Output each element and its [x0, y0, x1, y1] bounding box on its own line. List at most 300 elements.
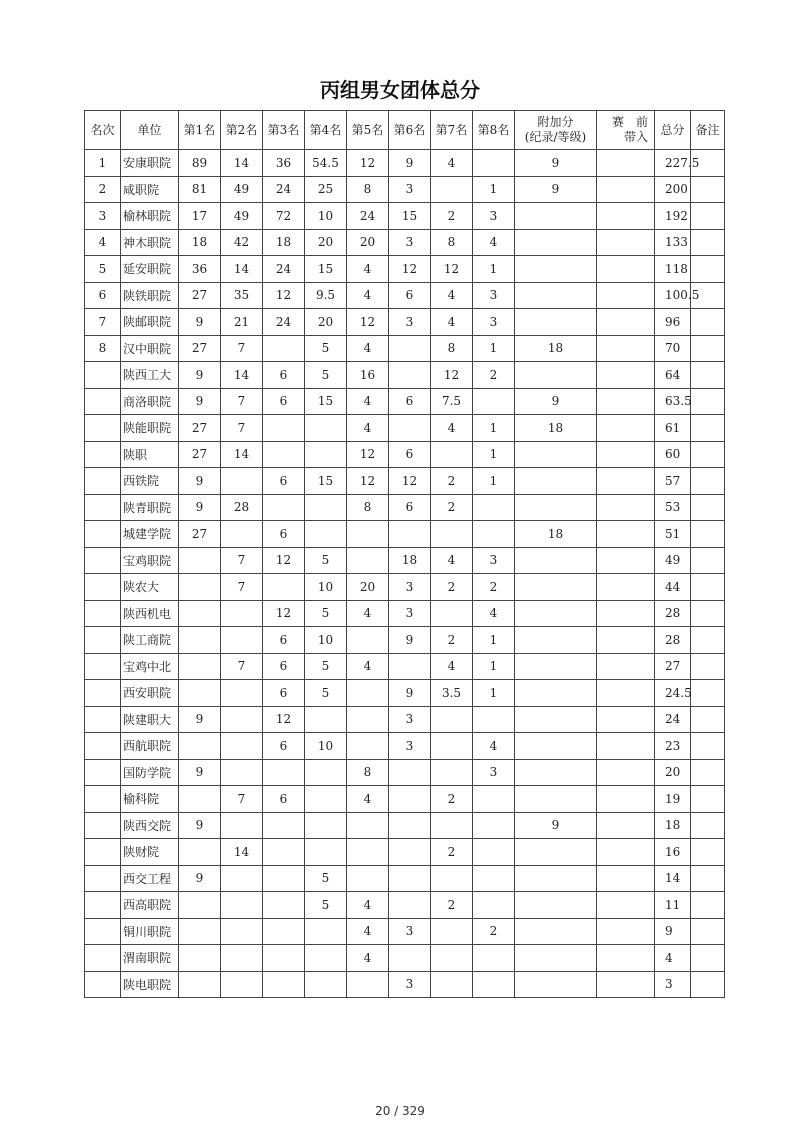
cell-p1: 9	[179, 706, 221, 733]
cell-p5: 20	[347, 574, 389, 601]
cell-pre	[597, 839, 655, 866]
cell-unit: 陕西工大	[121, 362, 179, 389]
cell-p8: 1	[473, 468, 515, 495]
cell-pre	[597, 282, 655, 309]
cell-p4: 15	[305, 256, 347, 283]
cell-p4: 5	[305, 892, 347, 919]
cell-unit: 陕电职院	[121, 971, 179, 998]
cell-total: 133	[655, 229, 691, 256]
cell-p2: 14	[221, 150, 263, 177]
cell-p4	[305, 759, 347, 786]
cell-rank	[85, 786, 121, 813]
table-row	[85, 680, 725, 707]
table-row	[85, 468, 725, 495]
cell-p6: 3	[389, 229, 431, 256]
cell-p8	[473, 945, 515, 972]
cell-p7: 2	[431, 468, 473, 495]
cell-unit: 陕青职院	[121, 494, 179, 521]
cell-bonus: 9	[515, 176, 597, 203]
cell-p4	[305, 812, 347, 839]
cell-p7	[431, 759, 473, 786]
cell-p2	[221, 627, 263, 654]
cell-p6	[389, 362, 431, 389]
table-row	[85, 521, 725, 548]
cell-note	[691, 706, 725, 733]
cell-pre	[597, 706, 655, 733]
table-row	[85, 574, 725, 601]
cell-pre	[597, 786, 655, 813]
cell-note	[691, 494, 725, 521]
cell-p5: 12	[347, 309, 389, 336]
cell-pre	[597, 229, 655, 256]
cell-p6: 12	[389, 256, 431, 283]
cell-total: 9	[655, 918, 691, 945]
cell-p2: 28	[221, 494, 263, 521]
cell-p4	[305, 706, 347, 733]
cell-unit: 商洛职院	[121, 388, 179, 415]
cell-p4: 25	[305, 176, 347, 203]
cell-total: 51	[655, 521, 691, 548]
cell-unit: 渭南职院	[121, 945, 179, 972]
cell-bonus	[515, 733, 597, 760]
cell-p4: 9.5	[305, 282, 347, 309]
cell-rank: 1	[85, 150, 121, 177]
cell-rank: 2	[85, 176, 121, 203]
cell-p8	[473, 494, 515, 521]
cell-p7: 2	[431, 574, 473, 601]
cell-p7	[431, 865, 473, 892]
header-p3: 第3名	[263, 111, 305, 150]
cell-note	[691, 839, 725, 866]
cell-pre	[597, 971, 655, 998]
cell-p6: 3	[389, 971, 431, 998]
cell-p7: 2	[431, 839, 473, 866]
cell-p8	[473, 786, 515, 813]
header-p8: 第8名	[473, 111, 515, 150]
cell-p3	[263, 971, 305, 998]
cell-p5: 16	[347, 362, 389, 389]
cell-p4: 10	[305, 733, 347, 760]
cell-p6: 3	[389, 600, 431, 627]
cell-note	[691, 759, 725, 786]
cell-p5: 4	[347, 918, 389, 945]
cell-p5: 4	[347, 415, 389, 442]
cell-bonus	[515, 786, 597, 813]
cell-p4: 15	[305, 388, 347, 415]
cell-note	[691, 918, 725, 945]
cell-p7	[431, 918, 473, 945]
cell-total: 63.5	[655, 388, 691, 415]
cell-p5: 4	[347, 653, 389, 680]
cell-bonus	[515, 865, 597, 892]
cell-p8: 2	[473, 362, 515, 389]
cell-pre	[597, 918, 655, 945]
cell-p7: 4	[431, 282, 473, 309]
cell-p8: 1	[473, 176, 515, 203]
cell-note	[691, 415, 725, 442]
cell-unit: 陕建职大	[121, 706, 179, 733]
cell-note	[691, 309, 725, 336]
cell-p3	[263, 441, 305, 468]
cell-p4	[305, 945, 347, 972]
cell-pre	[597, 547, 655, 574]
cell-p2: 35	[221, 282, 263, 309]
cell-p8: 1	[473, 415, 515, 442]
cell-unit: 陕职	[121, 441, 179, 468]
cell-p3: 6	[263, 362, 305, 389]
cell-p2	[221, 521, 263, 548]
cell-unit: 陕工商院	[121, 627, 179, 654]
cell-p4: 10	[305, 627, 347, 654]
cell-p2: 7	[221, 786, 263, 813]
cell-rank	[85, 865, 121, 892]
cell-p8: 4	[473, 600, 515, 627]
cell-p8	[473, 706, 515, 733]
cell-p3	[263, 574, 305, 601]
cell-unit: 宝鸡中北	[121, 653, 179, 680]
cell-p1: 9	[179, 759, 221, 786]
cell-p3: 12	[263, 282, 305, 309]
cell-p7	[431, 600, 473, 627]
cell-rank	[85, 945, 121, 972]
cell-bonus	[515, 441, 597, 468]
cell-total: 70	[655, 335, 691, 362]
cell-note	[691, 388, 725, 415]
page-number: 20 / 329	[375, 1104, 425, 1118]
cell-p6: 3	[389, 309, 431, 336]
cell-p8	[473, 892, 515, 919]
cell-unit: 城建学院	[121, 521, 179, 548]
cell-p8	[473, 812, 515, 839]
cell-total: 24.5	[655, 680, 691, 707]
cell-note	[691, 945, 725, 972]
cell-note	[691, 680, 725, 707]
cell-pre	[597, 680, 655, 707]
header-note: 备注	[691, 111, 725, 150]
cell-unit: 西铁院	[121, 468, 179, 495]
cell-p5	[347, 812, 389, 839]
cell-p2	[221, 468, 263, 495]
cell-p4	[305, 839, 347, 866]
table-row	[85, 600, 725, 627]
cell-p6: 9	[389, 150, 431, 177]
cell-p3: 36	[263, 150, 305, 177]
cell-p8: 3	[473, 282, 515, 309]
cell-p6	[389, 812, 431, 839]
cell-unit: 陕西交院	[121, 812, 179, 839]
cell-unit: 西安职院	[121, 680, 179, 707]
cell-p1: 27	[179, 282, 221, 309]
cell-total: 11	[655, 892, 691, 919]
cell-p3	[263, 494, 305, 521]
cell-p3	[263, 335, 305, 362]
cell-note	[691, 229, 725, 256]
cell-p8: 2	[473, 918, 515, 945]
cell-p5	[347, 521, 389, 548]
cell-p7: 12	[431, 256, 473, 283]
cell-rank	[85, 759, 121, 786]
cell-bonus	[515, 574, 597, 601]
cell-bonus	[515, 256, 597, 283]
cell-p6: 3	[389, 706, 431, 733]
cell-pre	[597, 203, 655, 230]
cell-p2: 14	[221, 839, 263, 866]
cell-pre	[597, 415, 655, 442]
cell-p1: 9	[179, 362, 221, 389]
cell-p5	[347, 547, 389, 574]
cell-total: 16	[655, 839, 691, 866]
cell-unit: 榆林职院	[121, 203, 179, 230]
cell-p8: 1	[473, 627, 515, 654]
cell-p8: 3	[473, 309, 515, 336]
cell-p4	[305, 415, 347, 442]
header-pre-line2: 带入	[623, 130, 648, 144]
cell-pre	[597, 309, 655, 336]
cell-p3: 6	[263, 521, 305, 548]
cell-unit: 陕铁职院	[121, 282, 179, 309]
cell-total: 28	[655, 627, 691, 654]
cell-p1	[179, 653, 221, 680]
cell-note	[691, 362, 725, 389]
cell-p3	[263, 759, 305, 786]
cell-rank	[85, 547, 121, 574]
cell-p8: 1	[473, 335, 515, 362]
cell-p1	[179, 892, 221, 919]
cell-bonus	[515, 759, 597, 786]
cell-total: 19	[655, 786, 691, 813]
cell-rank	[85, 733, 121, 760]
table-row	[85, 839, 725, 866]
cell-p6: 9	[389, 627, 431, 654]
cell-note	[691, 335, 725, 362]
cell-p1	[179, 574, 221, 601]
cell-p1: 9	[179, 812, 221, 839]
cell-p1	[179, 786, 221, 813]
cell-bonus	[515, 839, 597, 866]
table-row	[85, 547, 725, 574]
cell-p1: 27	[179, 441, 221, 468]
cell-p5: 20	[347, 229, 389, 256]
cell-rank	[85, 971, 121, 998]
cell-p5	[347, 706, 389, 733]
cell-p4: 5	[305, 680, 347, 707]
cell-unit: 汉中职院	[121, 335, 179, 362]
header-p1: 第1名	[179, 111, 221, 150]
cell-p5: 8	[347, 494, 389, 521]
cell-p7	[431, 441, 473, 468]
cell-bonus	[515, 362, 597, 389]
cell-bonus	[515, 600, 597, 627]
cell-p3: 24	[263, 176, 305, 203]
table-row	[85, 388, 725, 415]
cell-note	[691, 574, 725, 601]
header-p5: 第5名	[347, 111, 389, 150]
cell-p7: 12	[431, 362, 473, 389]
cell-unit: 西高职院	[121, 892, 179, 919]
cell-rank	[85, 494, 121, 521]
cell-p3: 12	[263, 706, 305, 733]
cell-bonus	[515, 282, 597, 309]
cell-p6	[389, 839, 431, 866]
cell-total: 27	[655, 653, 691, 680]
cell-p7: 8	[431, 335, 473, 362]
cell-rank	[85, 653, 121, 680]
cell-p8: 3	[473, 759, 515, 786]
cell-pre	[597, 574, 655, 601]
cell-p3: 72	[263, 203, 305, 230]
cell-rank	[85, 600, 121, 627]
cell-p1	[179, 945, 221, 972]
cell-p1: 89	[179, 150, 221, 177]
cell-p5: 4	[347, 786, 389, 813]
cell-p1	[179, 733, 221, 760]
cell-p1	[179, 971, 221, 998]
cell-note	[691, 521, 725, 548]
cell-p4	[305, 521, 347, 548]
cell-rank: 8	[85, 335, 121, 362]
cell-p4: 20	[305, 309, 347, 336]
cell-rank	[85, 521, 121, 548]
table-row	[85, 733, 725, 760]
cell-p6: 9	[389, 680, 431, 707]
header-rank: 名次	[85, 111, 121, 150]
cell-p8: 1	[473, 653, 515, 680]
cell-p5: 4	[347, 335, 389, 362]
cell-p6: 3	[389, 918, 431, 945]
cell-total: 53	[655, 494, 691, 521]
cell-p7: 2	[431, 494, 473, 521]
cell-p3: 6	[263, 627, 305, 654]
cell-bonus	[515, 653, 597, 680]
table-row	[85, 362, 725, 389]
cell-rank	[85, 892, 121, 919]
cell-note	[691, 971, 725, 998]
cell-rank	[85, 706, 121, 733]
cell-total: 61	[655, 415, 691, 442]
cell-p2	[221, 918, 263, 945]
cell-note	[691, 256, 725, 283]
cell-p2: 14	[221, 441, 263, 468]
cell-p4	[305, 441, 347, 468]
cell-p4: 5	[305, 547, 347, 574]
cell-p4: 20	[305, 229, 347, 256]
cell-p6	[389, 865, 431, 892]
cell-bonus: 18	[515, 521, 597, 548]
cell-p2	[221, 706, 263, 733]
cell-rank: 7	[85, 309, 121, 336]
cell-p1: 9	[179, 388, 221, 415]
cell-p3: 12	[263, 600, 305, 627]
cell-pre	[597, 627, 655, 654]
cell-pre	[597, 945, 655, 972]
cell-p1: 27	[179, 415, 221, 442]
cell-p3: 6	[263, 653, 305, 680]
cell-pre	[597, 176, 655, 203]
cell-p8	[473, 521, 515, 548]
table-row	[85, 971, 725, 998]
cell-p8: 4	[473, 229, 515, 256]
cell-p2: 42	[221, 229, 263, 256]
cell-bonus	[515, 892, 597, 919]
table-row	[85, 892, 725, 919]
cell-p6: 3	[389, 574, 431, 601]
cell-p5: 4	[347, 892, 389, 919]
cell-p7: 4	[431, 547, 473, 574]
cell-rank	[85, 468, 121, 495]
cell-p1	[179, 547, 221, 574]
cell-p5: 4	[347, 256, 389, 283]
cell-p4: 5	[305, 362, 347, 389]
cell-p7	[431, 812, 473, 839]
cell-p3	[263, 812, 305, 839]
cell-p6	[389, 786, 431, 813]
table-row	[85, 706, 725, 733]
cell-p3	[263, 918, 305, 945]
cell-total: 100.5	[655, 282, 691, 309]
cell-p4	[305, 971, 347, 998]
cell-bonus: 9	[515, 388, 597, 415]
cell-p7	[431, 521, 473, 548]
cell-p7: 2	[431, 203, 473, 230]
cell-p6	[389, 653, 431, 680]
cell-p6	[389, 759, 431, 786]
header-row	[85, 111, 725, 150]
cell-p2: 7	[221, 415, 263, 442]
cell-p1: 27	[179, 521, 221, 548]
cell-p3	[263, 415, 305, 442]
cell-unit: 榆科院	[121, 786, 179, 813]
cell-note	[691, 176, 725, 203]
table-row	[85, 627, 725, 654]
cell-p2: 49	[221, 203, 263, 230]
cell-unit: 铜川职院	[121, 918, 179, 945]
cell-p7: 2	[431, 786, 473, 813]
cell-bonus	[515, 918, 597, 945]
cell-p4: 10	[305, 574, 347, 601]
header-p4: 第4名	[305, 111, 347, 150]
cell-p3: 6	[263, 733, 305, 760]
header-bonus-line2: (纪录/等级)	[524, 130, 587, 144]
cell-p1: 9	[179, 309, 221, 336]
cell-bonus: 18	[515, 335, 597, 362]
cell-bonus: 9	[515, 812, 597, 839]
cell-p4	[305, 918, 347, 945]
cell-unit: 陕财院	[121, 839, 179, 866]
cell-unit: 咸职院	[121, 176, 179, 203]
cell-note	[691, 892, 725, 919]
header-pre	[597, 111, 655, 150]
cell-p8: 3	[473, 203, 515, 230]
table-row	[85, 865, 725, 892]
cell-p8	[473, 865, 515, 892]
cell-p6: 18	[389, 547, 431, 574]
cell-p4: 5	[305, 653, 347, 680]
cell-bonus: 9	[515, 150, 597, 177]
cell-p3: 24	[263, 309, 305, 336]
cell-p7: 2	[431, 627, 473, 654]
cell-p6: 12	[389, 468, 431, 495]
cell-unit: 西航职院	[121, 733, 179, 760]
cell-pre	[597, 335, 655, 362]
cell-p4: 54.5	[305, 150, 347, 177]
cell-bonus	[515, 706, 597, 733]
table-row	[85, 203, 725, 230]
cell-p4: 5	[305, 335, 347, 362]
cell-bonus	[515, 309, 597, 336]
cell-p8	[473, 971, 515, 998]
cell-unit: 神木职院	[121, 229, 179, 256]
cell-pre	[597, 600, 655, 627]
